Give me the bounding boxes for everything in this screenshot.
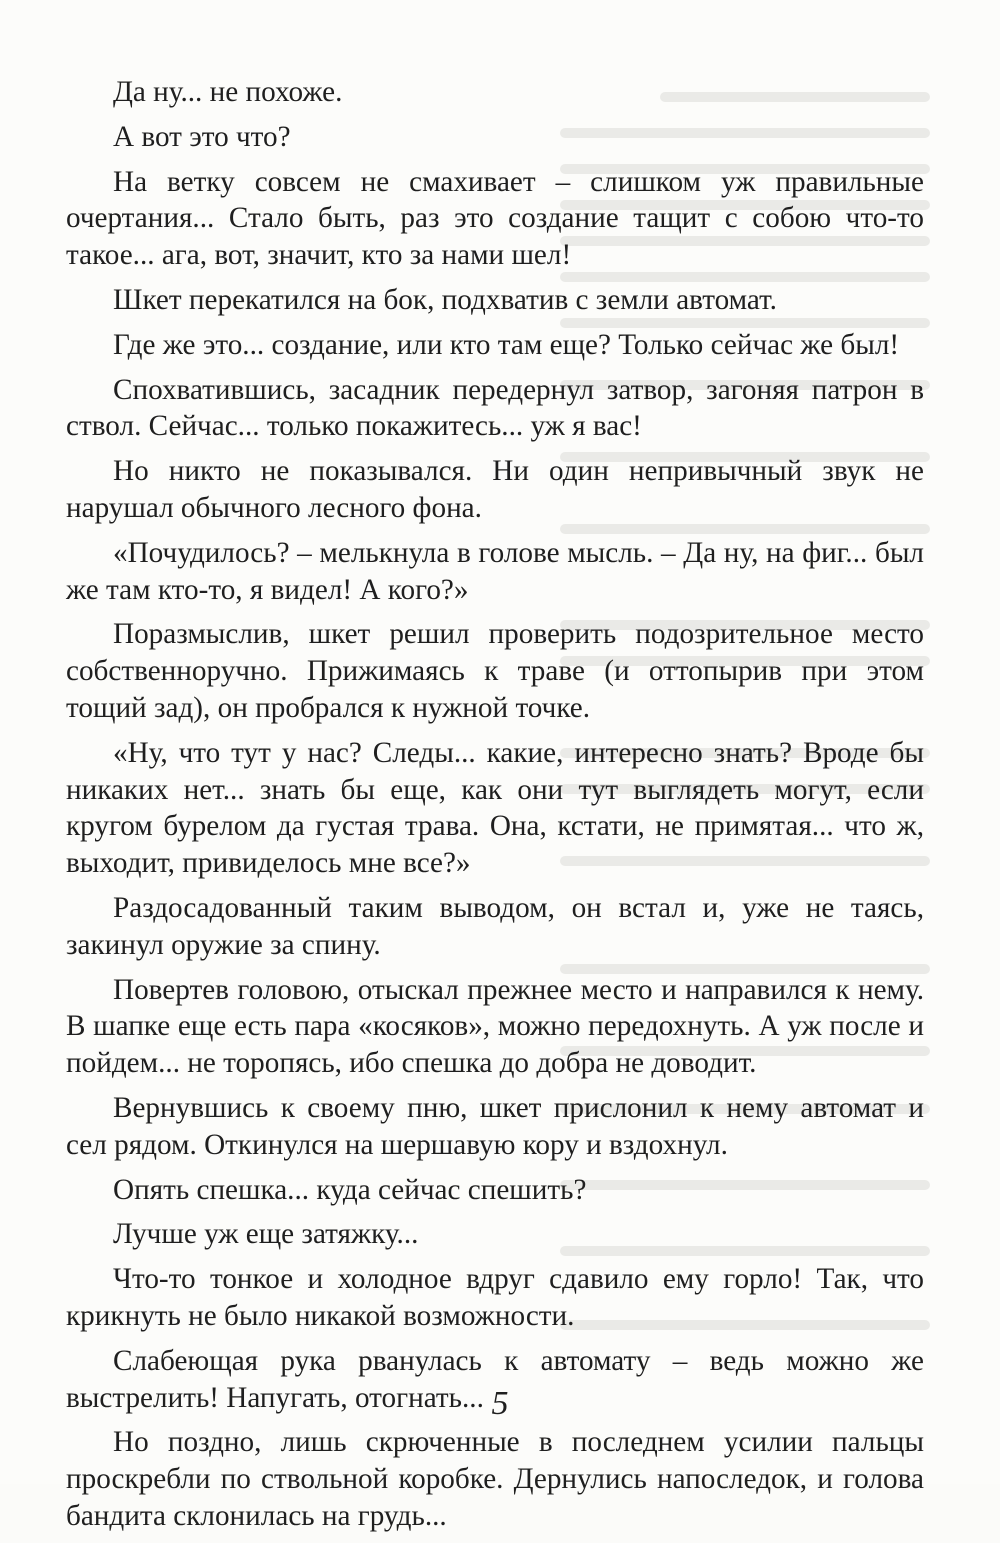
body-text <box>66 74 924 1543</box>
paragraph: На ветку совсем не смахивает – слишком уж правильные очертания... Стало быть, раз это создание тащит с собою что-то такое... ага, вот, значит, кто за нами шел! <box>66 165 924 272</box>
page-number: 5 <box>491 1385 509 1422</box>
paragraph: Спохватившись, засадник передернул затвор, загоняя патрон в ствол. Сейчас... только покажитесь... уж я вас! <box>66 373 924 443</box>
paragraph: Но никто не показывался. Ни один непривычный звук не нарушал обычного лесного фона. <box>66 455 924 524</box>
paragraph: Да ну... не похоже. <box>113 76 343 108</box>
paragraph: А вот это что? <box>113 120 291 153</box>
paragraph: Повертев головою, отыскал прежнее место и направился к нему. В шапке еще есть пара «косяков», можно передохнуть. А уж после и пойдем... не торопясь, ибо спешка до добра не доводит. <box>66 973 924 1080</box>
paragraph: Опять спешка... куда сейчас спешить? <box>113 1173 587 1206</box>
paragraph: Раздосадованный таким выводом, он встал и, уже не таясь, закинул оружие за спину. <box>66 891 924 961</box>
paragraph: Но поздно, лишь скрюченные в последнем усилии пальцы проскребли по ствольной коробке. Дернулись напоследок, и голова бандита склонилась на грудь... <box>66 1426 924 1532</box>
paragraph: Шкет перекатился на бок, подхватив с земли автомат. <box>113 283 777 316</box>
paragraph: Что-то тонкое и холодное вдруг сдавило ему горло! Так, что крикнуть не было никакой возможности. <box>66 1263 924 1332</box>
paragraph: «Ну, что тут у нас? Следы... какие, интересно знать? Вроде бы никаких нет... знать бы еще, как они тут выглядеть могут, если кругом бурелом да густая трава. Она, кстати, не примятая... что ж, выходит, привиделось мне все?» <box>66 736 924 880</box>
paragraph: «Почудилось? – мелькнула в голове мысль. – Да ну, на фиг... был же там кто-то, я видел! А кого?» <box>66 536 924 606</box>
paragraph: Где же это... создание, или кто там еще? Только сейчас же был! <box>113 328 900 361</box>
paragraph: Слабеющая рука рванулась к автомату – ведь можно же выстрелить! Напугать, отогнать... <box>66 1344 924 1414</box>
paragraph: Поразмыслив, шкет решил проверить подозрительное место собственноручно. Прижимаясь к траве (и оттопырив при этом тощий зад), он пробрался к нужной точке. <box>66 618 924 724</box>
paragraph: Лучше уж еще затяжку... <box>113 1218 419 1251</box>
paragraph: Вернувшись к своему пню, шкет прислонил к нему автомат и сел рядом. Откинулся на шершавую кору и вздохнул. <box>66 1091 924 1161</box>
